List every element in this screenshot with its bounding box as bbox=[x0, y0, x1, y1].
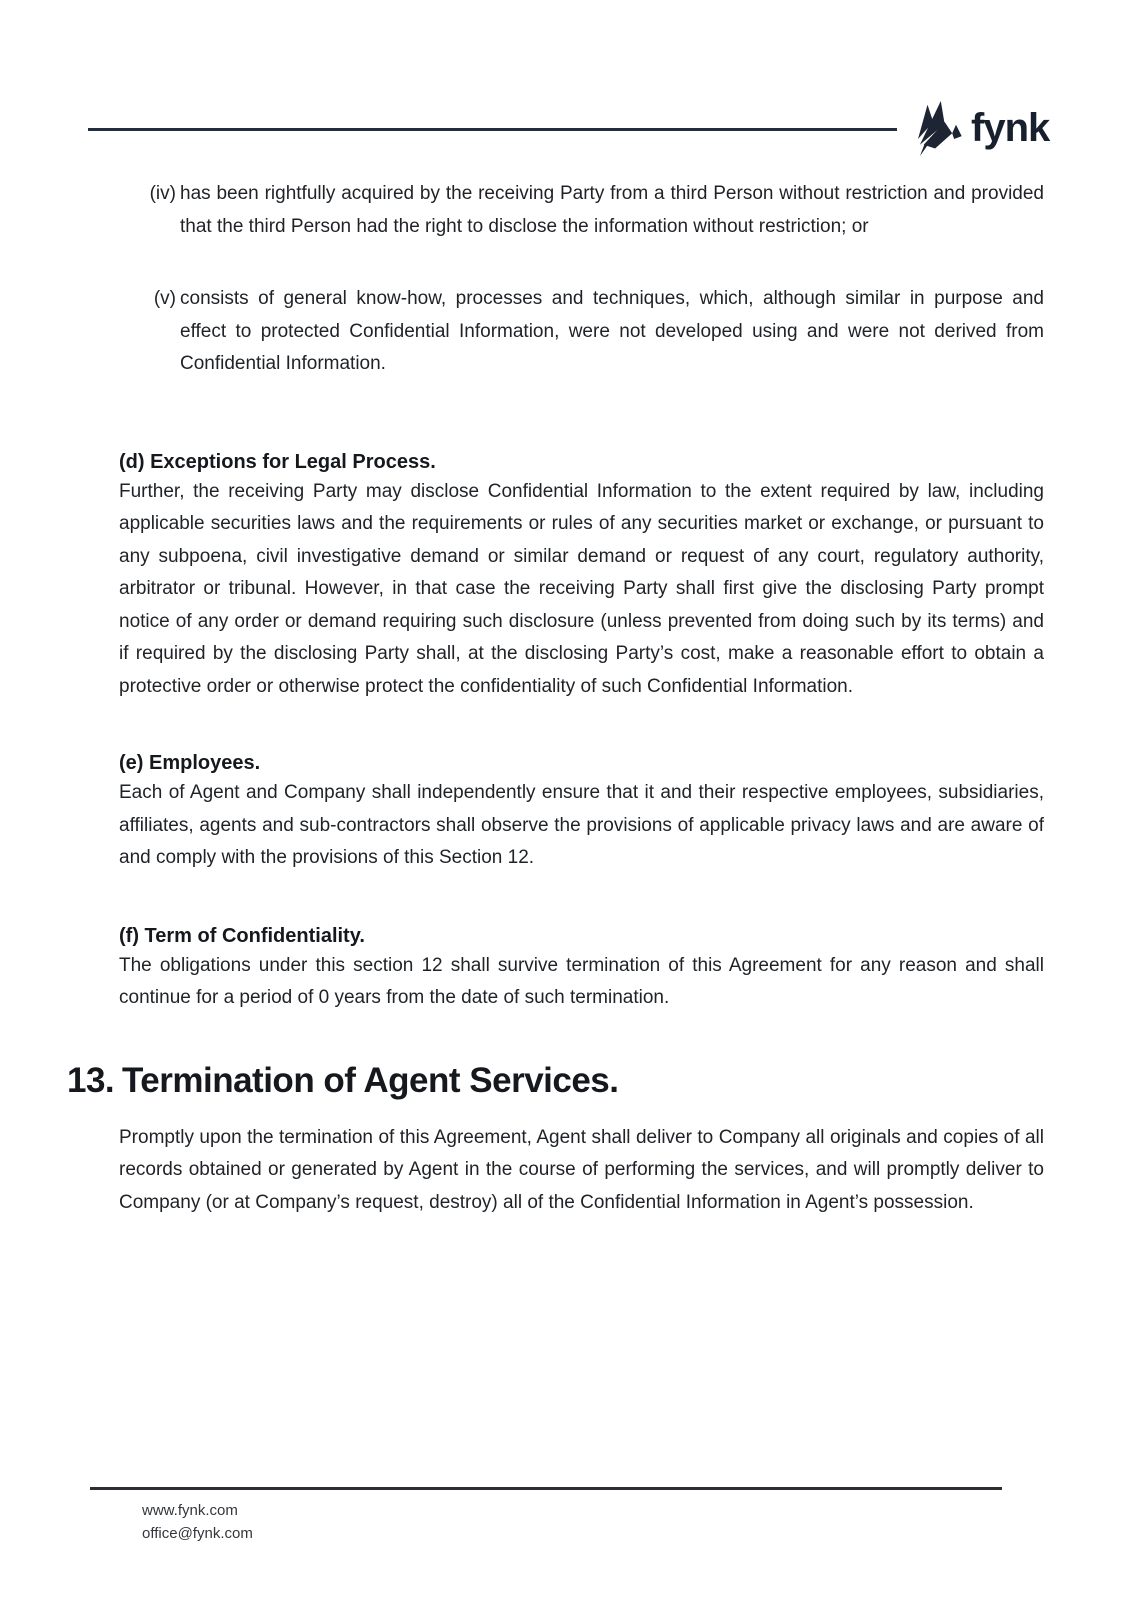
origami-bird-icon bbox=[912, 101, 962, 158]
footer-rule bbox=[90, 1487, 1002, 1490]
subsection-heading-f: (f) Term of Confidentiality. bbox=[119, 924, 365, 947]
section-13-title: Termination of Agent Services. bbox=[122, 1060, 619, 1100]
section-13-body: Promptly upon the termination of this Agreement, Agent shall deliver to Company all originals and copies of all records obtained or generated by Agent in the course of performing the services, and will promptly deliver to Company (or at Company’s request, destroy) all of the Confidential Information in Agent’s possession. bbox=[119, 1126, 1044, 1213]
subsection-heading-d: (d) Exceptions for Legal Process. bbox=[119, 450, 436, 473]
list-marker-v: (v) bbox=[153, 288, 176, 309]
footer-website-link[interactable]: www.fynk.com bbox=[142, 1502, 238, 1519]
fynk-logo bbox=[912, 101, 1049, 158]
list-text-iv: has been rightfully acquired by the receiving Party from a third Person without restriction and provided that the third Person had the right to disclose the information without restriction; or bbox=[180, 183, 1044, 237]
logo-wordmark: fynk bbox=[971, 106, 1050, 150]
list-text-v: consists of general know-how, processes and techniques, which, although similar in purpose and effect to protected Confidential Information, were not developed using and were not derived from Confidential Information. bbox=[180, 288, 1044, 374]
document-body bbox=[67, 178, 1044, 1219]
list-marker-iv: (iv) bbox=[149, 183, 176, 204]
subsection-body-f: The obligations under this section 12 shall survive termination of this Agreement for any reason and shall continue for a period of 0 years from the date of such termination. bbox=[119, 954, 1044, 1008]
section-13-number: 13. bbox=[67, 1060, 115, 1100]
subsection-heading-e: (e) Employees. bbox=[119, 752, 261, 774]
section-13-heading bbox=[67, 1058, 1044, 1104]
subsection-body-d: Further, the receiving Party may disclose Confidential Information to the extent required by law, including applicable securities laws and the requirements or rules of any securities market or exchange, or pursuant to any subpoena, civil investigative demand or similar demand or request of any court, regulatory authority, arbitrator or tribunal. However, in that case the receiving Party shall first give the disclosing Party prompt notice of any order or demand requiring such disclosure (unless prevented from doing such by its terms) and if required by the disclosing Party shall, at the disclosing Party’s cost, make a reasonable effort to obtain a protective order or otherwise protect the confidentiality of such Confidential Information. bbox=[119, 480, 1044, 697]
list-item-v bbox=[119, 283, 1044, 381]
header-rule bbox=[88, 128, 897, 131]
subsection-body-e: Each of Agent and Company shall independently ensure that it and their respective employees, subsidiaries, affiliates, agents and sub-contractors shall observe the provisions of applicable privacy laws and are aware of and comply with the provisions of this Section 12. bbox=[119, 782, 1044, 868]
footer bbox=[142, 1499, 253, 1545]
footer-email-link[interactable]: office@fynk.com bbox=[142, 1525, 253, 1542]
list-item-iv bbox=[119, 178, 1044, 243]
